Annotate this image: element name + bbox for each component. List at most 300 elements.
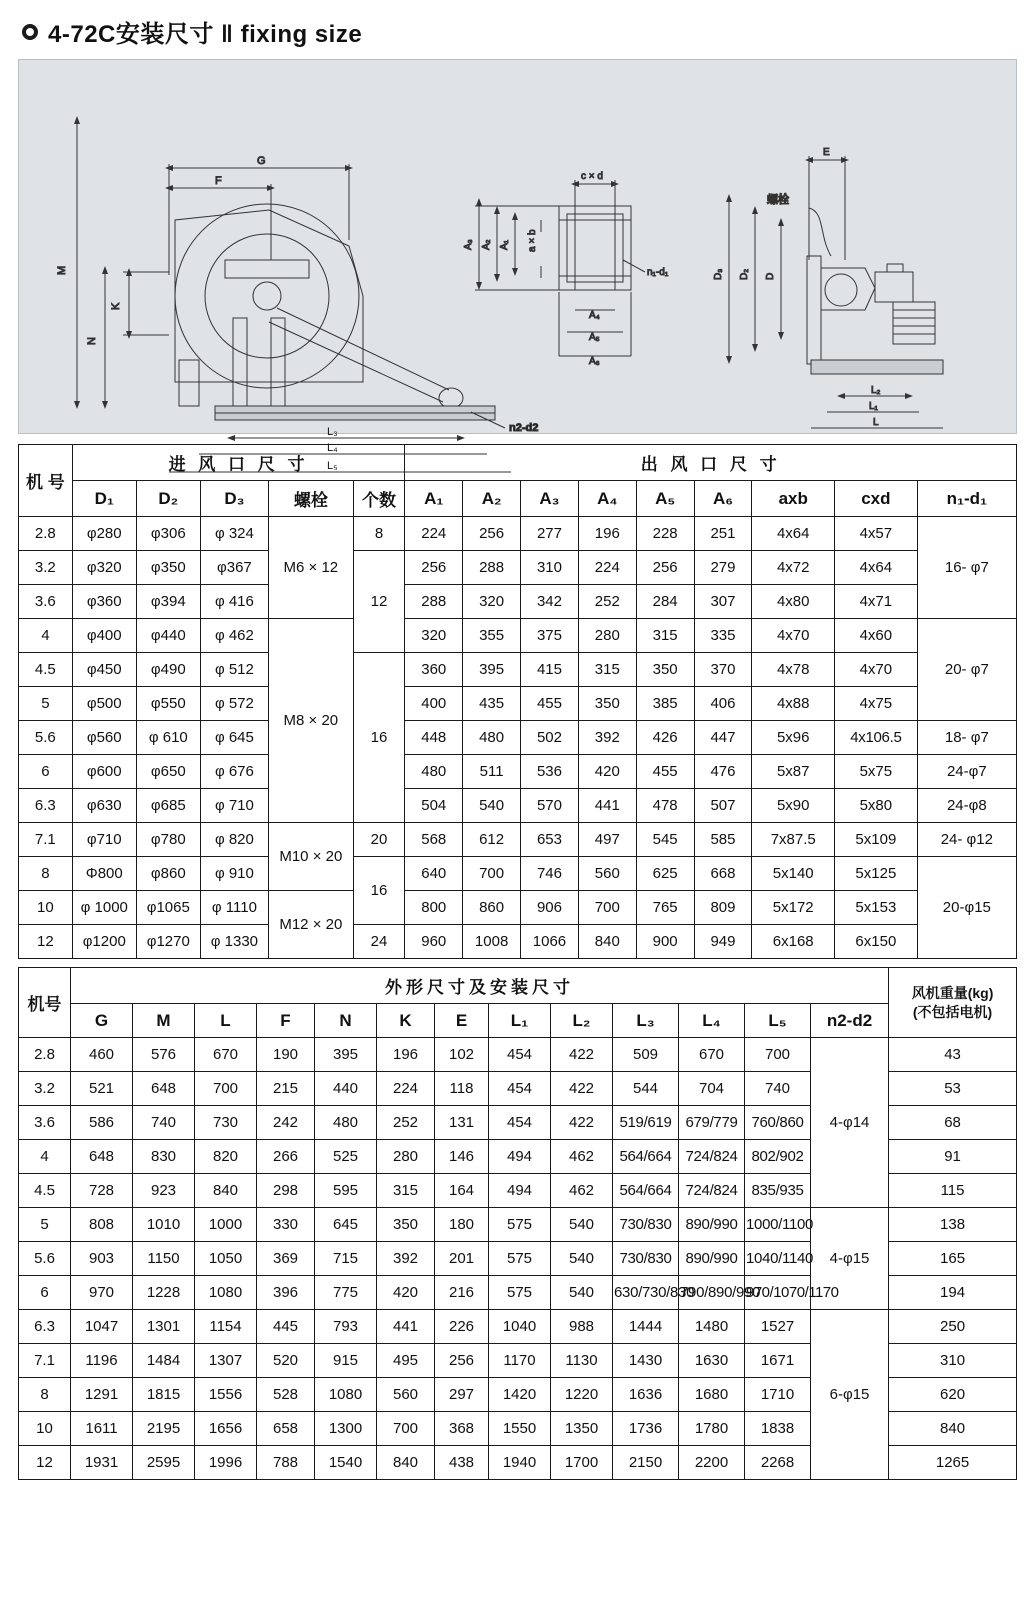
cell-g: 521 <box>71 1072 133 1106</box>
cell-axb: 5x90 <box>752 789 835 823</box>
svg-text:F: F <box>215 175 222 187</box>
svg-text:n₁-d₁: n₁-d₁ <box>647 267 669 278</box>
cell-cxd: 4x75 <box>835 687 918 721</box>
cell-a2: 612 <box>463 823 521 857</box>
table-row <box>19 823 1017 857</box>
cell-g: 1611 <box>71 1412 133 1446</box>
cell-n: 1540 <box>315 1446 377 1480</box>
cell-k: 700 <box>377 1412 435 1446</box>
cell-l4: 890/990 <box>679 1208 745 1242</box>
svg-text:L₅: L₅ <box>327 460 338 472</box>
cell-l3: 2150 <box>613 1446 679 1480</box>
svg-text:A₂: A₂ <box>481 239 492 250</box>
cell-count: 20 <box>353 823 405 857</box>
cell-l3: 730/830 <box>613 1208 679 1242</box>
cell-jihao: 4.5 <box>19 653 73 687</box>
svg-text:A₃: A₃ <box>463 239 474 250</box>
cell-k: 495 <box>377 1344 435 1378</box>
cell-f: 330 <box>257 1208 315 1242</box>
cell-a3: 906 <box>521 891 579 925</box>
cell-l1: 575 <box>489 1208 551 1242</box>
col-a6: A₆ <box>694 481 752 517</box>
table-row <box>19 721 1017 755</box>
cell-l: 730 <box>195 1106 257 1140</box>
cell-d1: Φ800 <box>72 857 136 891</box>
cell-weight: 1265 <box>889 1446 1017 1480</box>
cell-bolt: M10 × 20 <box>268 823 353 891</box>
cell-k: 441 <box>377 1310 435 1344</box>
cell-l: 1656 <box>195 1412 257 1446</box>
cell-jihao: 10 <box>19 891 73 925</box>
cell-axb: 4x64 <box>752 517 835 551</box>
cell-k: 196 <box>377 1038 435 1072</box>
cell-l4: 2200 <box>679 1446 745 1480</box>
cell-d2: φ860 <box>136 857 200 891</box>
group-inlet: 进 风 口 尺 寸 <box>72 445 405 481</box>
cell-l1: 1550 <box>489 1412 551 1446</box>
cell-l5: 802/902 <box>745 1140 811 1174</box>
cell-weight: 194 <box>889 1276 1017 1310</box>
cell-count: 16 <box>353 653 405 823</box>
cell-a5: 256 <box>636 551 694 585</box>
cell-a5: 315 <box>636 619 694 653</box>
svg-text:K: K <box>110 302 122 310</box>
cell-l: 820 <box>195 1140 257 1174</box>
cell-m: 1228 <box>133 1276 195 1310</box>
cell-cxd: 4x64 <box>835 551 918 585</box>
col-cxd: cxd <box>835 481 918 517</box>
cell-l3: 1636 <box>613 1378 679 1412</box>
inlet-outlet-table <box>18 444 1017 959</box>
cell-a6: 447 <box>694 721 752 755</box>
col-d3: D₃ <box>200 481 268 517</box>
cell-a2: 511 <box>463 755 521 789</box>
cell-jihao: 3.2 <box>19 1072 71 1106</box>
group-outlet: 出 风 口 尺 寸 <box>405 445 1017 481</box>
cell-d2: φ550 <box>136 687 200 721</box>
cell-f: 528 <box>257 1378 315 1412</box>
cell-l5: 1838 <box>745 1412 811 1446</box>
cell-count: 12 <box>353 551 405 653</box>
cell-n: 440 <box>315 1072 377 1106</box>
cell-f: 266 <box>257 1140 315 1174</box>
cell-l1: 575 <box>489 1276 551 1310</box>
cell-a2: 480 <box>463 721 521 755</box>
cell-l5: 2268 <box>745 1446 811 1480</box>
cell-d2: φ780 <box>136 823 200 857</box>
cell-e: 297 <box>435 1378 489 1412</box>
cell-l2: 1350 <box>551 1412 613 1446</box>
cell-a4: 840 <box>578 925 636 959</box>
cell-n: 1300 <box>315 1412 377 1446</box>
cell-l1: 454 <box>489 1106 551 1140</box>
cell-g: 586 <box>71 1106 133 1140</box>
cell-l1: 1170 <box>489 1344 551 1378</box>
col-a4: A₄ <box>578 481 636 517</box>
cell-l5: 740 <box>745 1072 811 1106</box>
cell-d3: φ 645 <box>200 721 268 755</box>
cell-a4: 441 <box>578 789 636 823</box>
cell-e: 201 <box>435 1242 489 1276</box>
cell-d2: φ1270 <box>136 925 200 959</box>
cell-jihao: 5.6 <box>19 721 73 755</box>
svg-text:螺栓: 螺栓 <box>767 194 789 206</box>
col-a3: A₃ <box>521 481 579 517</box>
cell-a1: 400 <box>405 687 463 721</box>
cell-a4: 196 <box>578 517 636 551</box>
cell-jihao: 6 <box>19 755 73 789</box>
cell-f: 242 <box>257 1106 315 1140</box>
cell-axb: 4x78 <box>752 653 835 687</box>
cell-d2: φ1065 <box>136 891 200 925</box>
cell-cxd: 5x125 <box>835 857 918 891</box>
cell-d1: φ280 <box>72 517 136 551</box>
cell-weight: 310 <box>889 1344 1017 1378</box>
cell-d3: φ 416 <box>200 585 268 619</box>
table-row <box>19 653 1017 687</box>
cell-count: 8 <box>353 517 405 551</box>
cell-a3: 502 <box>521 721 579 755</box>
cell-d2: φ 610 <box>136 721 200 755</box>
cell-a2: 256 <box>463 517 521 551</box>
cell-g: 903 <box>71 1242 133 1276</box>
cell-cxd: 5x153 <box>835 891 918 925</box>
cell-cxd: 4x106.5 <box>835 721 918 755</box>
cell-m: 2595 <box>133 1446 195 1480</box>
cell-d3: φ 676 <box>200 755 268 789</box>
cell-jihao: 7.1 <box>19 1344 71 1378</box>
cell-cxd: 6x150 <box>835 925 918 959</box>
cell-e: 131 <box>435 1106 489 1140</box>
cell-f: 298 <box>257 1174 315 1208</box>
cell-a5: 478 <box>636 789 694 823</box>
cell-l5: 1671 <box>745 1344 811 1378</box>
cell-l: 1050 <box>195 1242 257 1276</box>
cell-a6: 307 <box>694 585 752 619</box>
table-row <box>19 1208 1017 1242</box>
cell-d1: φ500 <box>72 687 136 721</box>
page-title <box>18 0 1017 59</box>
cell-l3: 730/830 <box>613 1242 679 1276</box>
cell-l5: 1040/1140 <box>745 1242 811 1276</box>
cell-jihao: 3.6 <box>19 585 73 619</box>
cell-d3: φ 710 <box>200 789 268 823</box>
cell-l4: 670 <box>679 1038 745 1072</box>
table-row <box>19 789 1017 823</box>
cell-d1: φ630 <box>72 789 136 823</box>
cell-a5: 228 <box>636 517 694 551</box>
cell-d1: φ600 <box>72 755 136 789</box>
cell-d2: φ394 <box>136 585 200 619</box>
svg-text:L₄: L₄ <box>327 442 338 454</box>
cell-cxd: 5x75 <box>835 755 918 789</box>
cell-k: 840 <box>377 1446 435 1480</box>
cell-a3: 455 <box>521 687 579 721</box>
cell-d1: φ400 <box>72 619 136 653</box>
table-row <box>19 517 1017 551</box>
cell-a3: 310 <box>521 551 579 585</box>
cell-weight: 165 <box>889 1242 1017 1276</box>
cell-a5: 625 <box>636 857 694 891</box>
cell-jihao: 4 <box>19 1140 71 1174</box>
table-row <box>19 1038 1017 1072</box>
cell-a1: 800 <box>405 891 463 925</box>
weight-head-line2: (不包括电机) <box>912 1003 993 1020</box>
cell-e: 368 <box>435 1412 489 1446</box>
cell-a3: 375 <box>521 619 579 653</box>
svg-text:E: E <box>823 147 830 158</box>
cell-a5: 545 <box>636 823 694 857</box>
cell-l: 1000 <box>195 1208 257 1242</box>
cell-jihao: 8 <box>19 1378 71 1412</box>
cell-a4: 252 <box>578 585 636 619</box>
cell-a1: 480 <box>405 755 463 789</box>
cell-jihao: 8 <box>19 857 73 891</box>
cell-a4: 280 <box>578 619 636 653</box>
cell-count: 16 <box>353 857 405 925</box>
cell-a6: 585 <box>694 823 752 857</box>
cell-a5: 284 <box>636 585 694 619</box>
cell-l1: 454 <box>489 1038 551 1072</box>
cell-axb: 4x72 <box>752 551 835 585</box>
cell-f: 396 <box>257 1276 315 1310</box>
table-row <box>19 585 1017 619</box>
col-a2: A₂ <box>463 481 521 517</box>
cell-d1: φ320 <box>72 551 136 585</box>
svg-text:A₅: A₅ <box>589 332 600 343</box>
svg-text:n2-d2: n2-d2 <box>509 422 539 434</box>
cell-a6: 949 <box>694 925 752 959</box>
table1-group-header-row <box>19 445 1017 481</box>
cell-l2: 540 <box>551 1242 613 1276</box>
cell-jihao: 4.5 <box>19 1174 71 1208</box>
col-l5: L₅ <box>745 1004 811 1038</box>
cell-a1: 640 <box>405 857 463 891</box>
cell-e: 180 <box>435 1208 489 1242</box>
cell-l3: 630/730/830 <box>613 1276 679 1310</box>
cell-l5: 1527 <box>745 1310 811 1344</box>
svg-text:N: N <box>86 337 98 345</box>
cell-a3: 342 <box>521 585 579 619</box>
cell-l: 1080 <box>195 1276 257 1310</box>
cell-l1: 454 <box>489 1072 551 1106</box>
col-d2: D₂ <box>136 481 200 517</box>
cell-k: 392 <box>377 1242 435 1276</box>
cell-e: 102 <box>435 1038 489 1072</box>
cell-axb: 6x168 <box>752 925 835 959</box>
cell-n2d2: 4-φ15 <box>811 1208 889 1310</box>
cell-a5: 426 <box>636 721 694 755</box>
cell-a2: 320 <box>463 585 521 619</box>
cell-n1d1: 16- φ7 <box>917 517 1016 619</box>
cell-jihao: 6.3 <box>19 1310 71 1344</box>
cell-a2: 860 <box>463 891 521 925</box>
cell-d3: φ 462 <box>200 619 268 653</box>
svg-text:A₄: A₄ <box>589 310 600 321</box>
cell-l5: 835/935 <box>745 1174 811 1208</box>
cell-n2d2: 6-φ15 <box>811 1310 889 1480</box>
cell-l4: 1780 <box>679 1412 745 1446</box>
cell-d3: φ 820 <box>200 823 268 857</box>
cell-e: 216 <box>435 1276 489 1310</box>
cell-e: 256 <box>435 1344 489 1378</box>
cell-jihao: 2.8 <box>19 517 73 551</box>
cell-a3: 1066 <box>521 925 579 959</box>
cell-a5: 455 <box>636 755 694 789</box>
cell-a1: 288 <box>405 585 463 619</box>
cell-d3: φ 572 <box>200 687 268 721</box>
cell-cxd: 5x109 <box>835 823 918 857</box>
cell-d3: φ 324 <box>200 517 268 551</box>
cell-m: 740 <box>133 1106 195 1140</box>
cell-d1: φ1200 <box>72 925 136 959</box>
cell-axb: 4x80 <box>752 585 835 619</box>
cell-a6: 279 <box>694 551 752 585</box>
cell-l2: 540 <box>551 1276 613 1310</box>
cell-weight: 620 <box>889 1378 1017 1412</box>
cell-l: 700 <box>195 1072 257 1106</box>
cell-l1: 1040 <box>489 1310 551 1344</box>
cell-d3: φ 910 <box>200 857 268 891</box>
cell-n: 480 <box>315 1106 377 1140</box>
cell-a2: 355 <box>463 619 521 653</box>
cell-k: 224 <box>377 1072 435 1106</box>
cell-a6: 476 <box>694 755 752 789</box>
cell-weight: 115 <box>889 1174 1017 1208</box>
cell-axb: 5x87 <box>752 755 835 789</box>
cell-a6: 335 <box>694 619 752 653</box>
cell-l3: 564/664 <box>613 1140 679 1174</box>
cell-f: 215 <box>257 1072 315 1106</box>
col-g: G <box>71 1004 133 1038</box>
cell-l2: 462 <box>551 1140 613 1174</box>
cell-n: 395 <box>315 1038 377 1072</box>
cell-m: 923 <box>133 1174 195 1208</box>
col-n1d1: n₁-d₁ <box>917 481 1016 517</box>
cell-n1d1: 20- φ7 <box>917 619 1016 721</box>
svg-text:D₂: D₂ <box>739 268 750 280</box>
cell-a3: 653 <box>521 823 579 857</box>
cell-a5: 385 <box>636 687 694 721</box>
cell-l4: 890/990 <box>679 1242 745 1276</box>
cell-l1: 494 <box>489 1140 551 1174</box>
cell-f: 788 <box>257 1446 315 1480</box>
svg-text:A₁: A₁ <box>499 239 510 250</box>
cell-jihao: 5 <box>19 1208 71 1242</box>
table1-column-header-row <box>19 481 1017 517</box>
cell-f: 520 <box>257 1344 315 1378</box>
cell-g: 1291 <box>71 1378 133 1412</box>
cell-a6: 668 <box>694 857 752 891</box>
svg-text:L₂: L₂ <box>871 385 881 396</box>
cell-a1: 568 <box>405 823 463 857</box>
svg-text:a × b: a × b <box>527 229 538 252</box>
cell-n: 595 <box>315 1174 377 1208</box>
cell-bolt: M12 × 20 <box>268 891 353 959</box>
col-n: N <box>315 1004 377 1038</box>
cell-l1: 1940 <box>489 1446 551 1480</box>
cell-l2: 422 <box>551 1038 613 1072</box>
col-jihao-2: 机号 <box>19 968 71 1038</box>
cell-l: 1307 <box>195 1344 257 1378</box>
cell-l1: 575 <box>489 1242 551 1276</box>
cell-m: 1301 <box>133 1310 195 1344</box>
col-l3: L₃ <box>613 1004 679 1038</box>
cell-a4: 350 <box>578 687 636 721</box>
cell-g: 808 <box>71 1208 133 1242</box>
cell-e: 146 <box>435 1140 489 1174</box>
cell-jihao: 3.2 <box>19 551 73 585</box>
cell-e: 164 <box>435 1174 489 1208</box>
cell-jihao: 7.1 <box>19 823 73 857</box>
cell-n1d1: 18- φ7 <box>917 721 1016 755</box>
cell-a1: 256 <box>405 551 463 585</box>
cell-n1d1: 24- φ12 <box>917 823 1016 857</box>
svg-text:L₁: L₁ <box>869 401 878 412</box>
cell-m: 1150 <box>133 1242 195 1276</box>
cell-jihao: 12 <box>19 925 73 959</box>
dimensions-table <box>18 967 1017 1480</box>
cell-m: 648 <box>133 1072 195 1106</box>
cell-m: 830 <box>133 1140 195 1174</box>
cell-axb: 5x96 <box>752 721 835 755</box>
cell-bolt: M6 × 12 <box>268 517 353 619</box>
col-a5: A₅ <box>636 481 694 517</box>
cell-axb: 5x172 <box>752 891 835 925</box>
cell-g: 970 <box>71 1276 133 1310</box>
svg-text:L₃: L₃ <box>327 426 338 438</box>
cell-l5: 1710 <box>745 1378 811 1412</box>
cell-n: 715 <box>315 1242 377 1276</box>
col-e: E <box>435 1004 489 1038</box>
weight-head-line1: 风机重量(kg) <box>911 984 994 1001</box>
group-dimensions: 外形尺寸及安装尺寸 <box>71 968 889 1004</box>
cell-l2: 1220 <box>551 1378 613 1412</box>
cell-axb: 7x87.5 <box>752 823 835 857</box>
cell-l2: 1130 <box>551 1344 613 1378</box>
cell-cxd: 4x60 <box>835 619 918 653</box>
cell-l3: 1430 <box>613 1344 679 1378</box>
cell-l2: 422 <box>551 1072 613 1106</box>
cell-l5: 970/1070/1170 <box>745 1276 811 1310</box>
cell-d3: φ 1110 <box>200 891 268 925</box>
cell-a1: 960 <box>405 925 463 959</box>
cell-jihao: 5 <box>19 687 73 721</box>
cell-f: 190 <box>257 1038 315 1072</box>
cell-jihao: 12 <box>19 1446 71 1480</box>
cell-a6: 809 <box>694 891 752 925</box>
cell-count: 24 <box>353 925 405 959</box>
cell-g: 460 <box>71 1038 133 1072</box>
cell-a1: 360 <box>405 653 463 687</box>
cell-l3: 1736 <box>613 1412 679 1446</box>
cell-a6: 251 <box>694 517 752 551</box>
col-weight <box>889 968 1017 1038</box>
cell-a2: 435 <box>463 687 521 721</box>
cell-a3: 746 <box>521 857 579 891</box>
cell-n1d1: 20-φ15 <box>917 857 1016 959</box>
table-row <box>19 891 1017 925</box>
cell-cxd: 4x57 <box>835 517 918 551</box>
cell-l5: 760/860 <box>745 1106 811 1140</box>
svg-text:M: M <box>56 265 68 275</box>
cell-l4: 1480 <box>679 1310 745 1344</box>
col-a1: A₁ <box>405 481 463 517</box>
cell-l4: 790/890/990 <box>679 1276 745 1310</box>
cell-l4: 679/779 <box>679 1106 745 1140</box>
cell-l: 1996 <box>195 1446 257 1480</box>
svg-text:L: L <box>873 417 879 428</box>
